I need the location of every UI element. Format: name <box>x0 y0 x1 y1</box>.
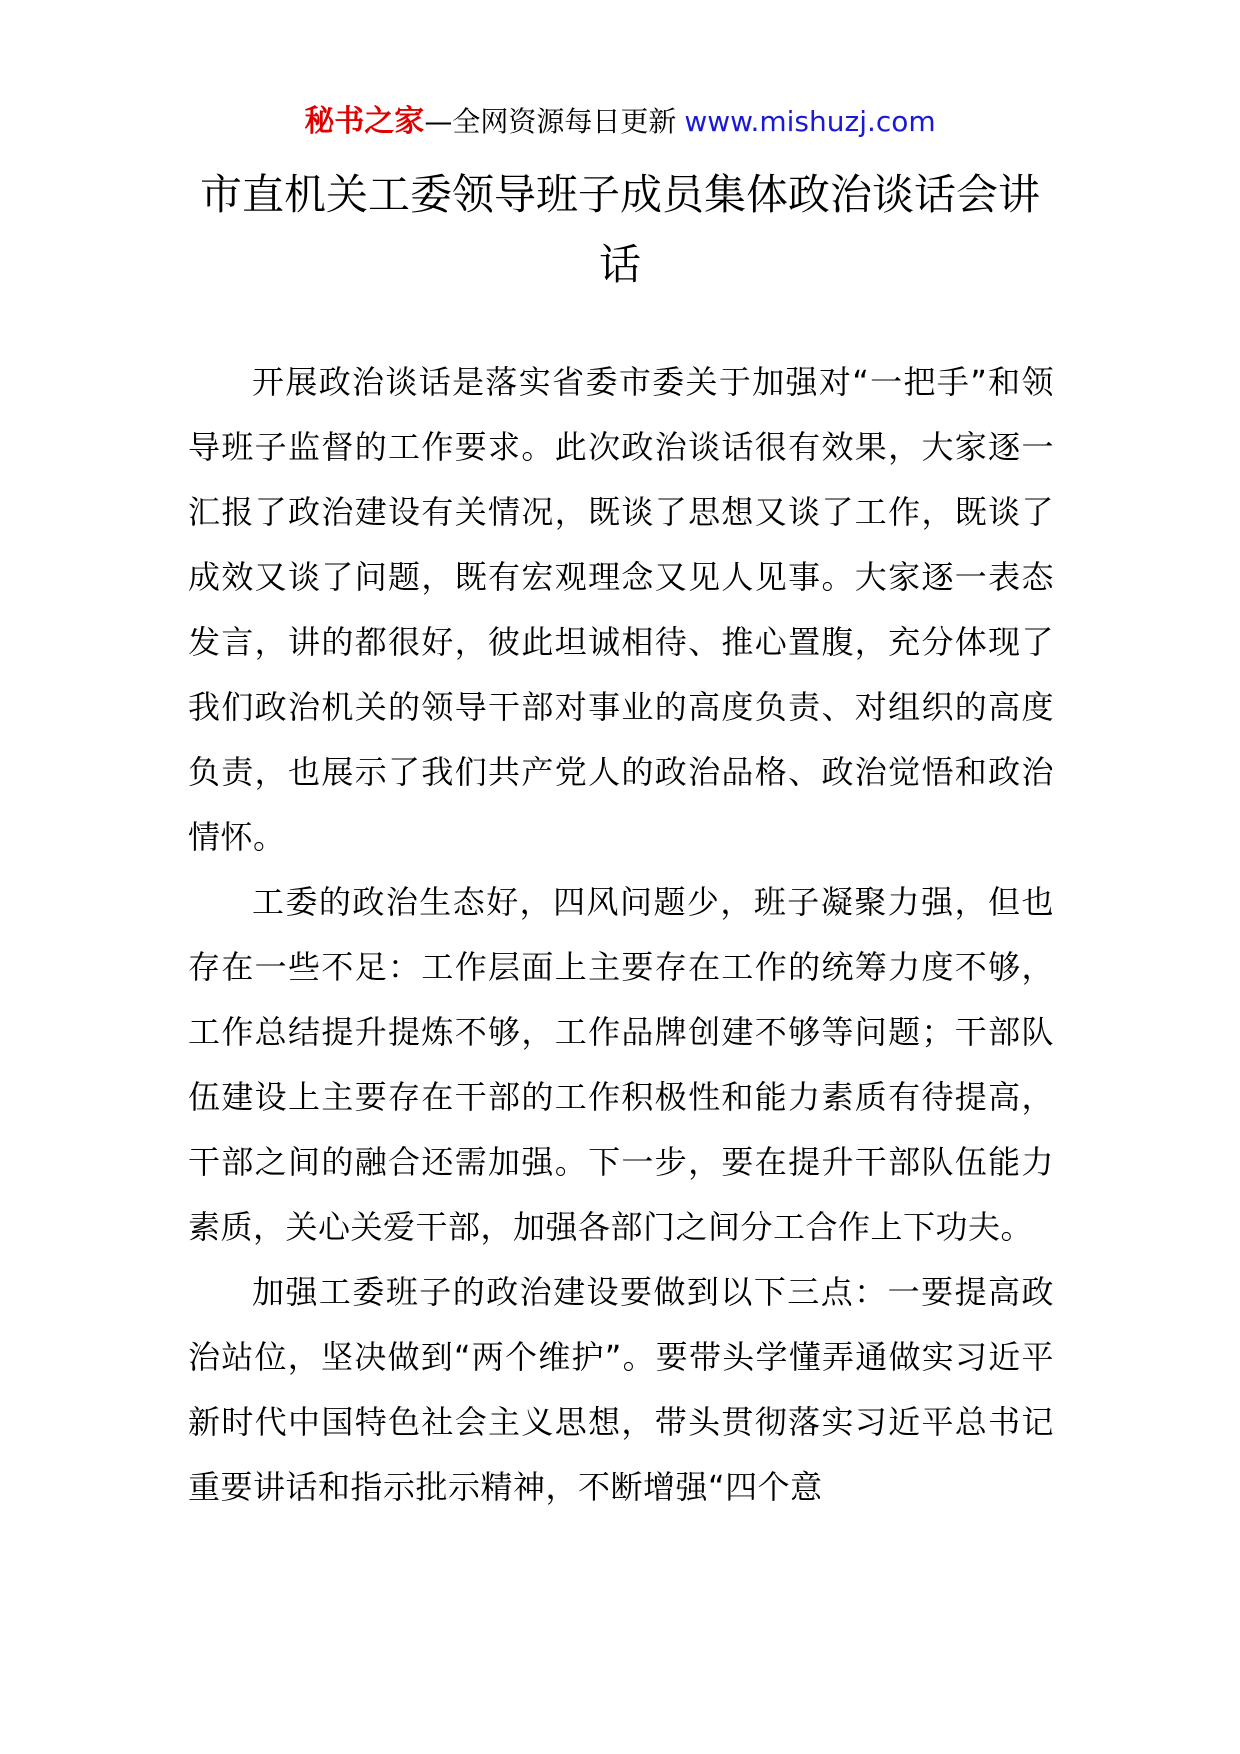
paragraph-2: 工委的政治生态好，四风问题少，班子凝聚力强，但也存在一些不足：工作层面上主要存在工作的统筹力度不够，工作总结提升提炼不够，工作品牌创建不够等问题；干部队伍建设上主要存在干部的工作积极性和能力素质有待提高，干部之间的融合还需加强。下一步，要在提升干部队伍能力素质，关心关爱干部，加强各部门之间分工合作上下功夫。 <box>188 883 1054 1246</box>
document-title: 市直机关工委领导班子成员集体政治谈话会讲话 <box>199 170 1040 289</box>
document-body <box>188 350 1054 1520</box>
paragraph-1: 开展政治谈话是落实省委市委关于加强对“一把手”和领导班子监督的工作要求。此次政治谈话很有效果，大家逐一汇报了政治建设有关情况，既谈了思想又谈了工作，既谈了成效又谈了问题，既有宏观理念又见人见事。大家逐一表态发言，讲的都很好，彼此坦诚相待、推心置腹，充分体现了我们政治机关的领导干部对事业的高度负责、对组织的高度负责，也展示了我们共产党人的政治品格、政治觉悟和政治情怀。 <box>188 363 1054 856</box>
site-url-link[interactable]: www.mishuzj.com <box>684 105 936 138</box>
site-banner <box>0 100 1240 144</box>
site-name: 秘书之家 <box>304 104 425 139</box>
site-tagline: —全网资源每日更新 <box>424 105 677 138</box>
paragraph-3: 加强工委班子的政治建设要做到以下三点：一要提高政治站位，坚决做到“两个维护”。要带头学懂弄通做实习近平新时代中国特色社会主义思想，带头贯彻落实习近平总书记重要讲话和指示批示精神，不断增强“四个意 <box>188 1273 1054 1506</box>
